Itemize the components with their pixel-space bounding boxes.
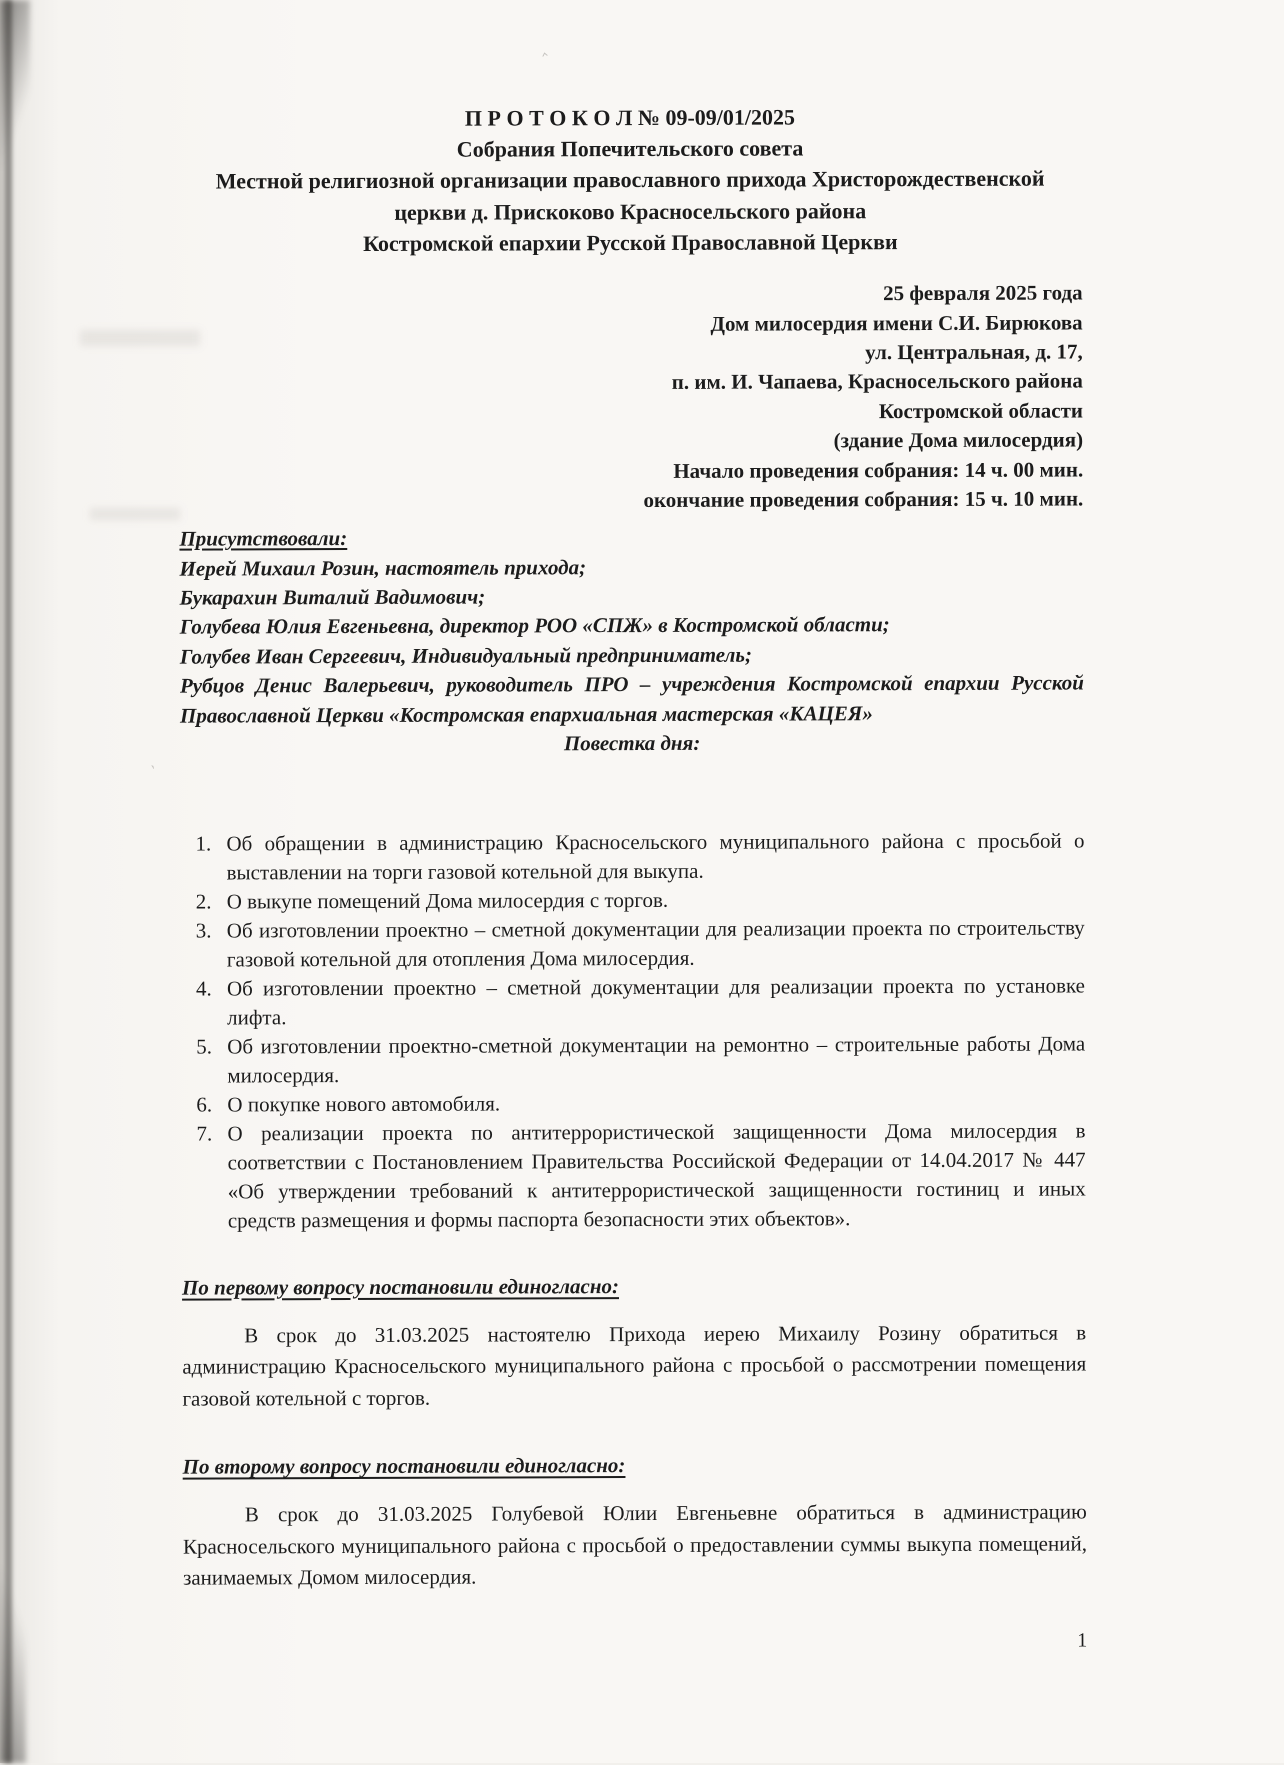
meeting-end-time: окончание проведения собрания: 15 ч. 10 мин. xyxy=(643,486,1084,512)
protocol-subtitle-line-2: Местной религиозной организации православного прихода Христорождественской xyxy=(215,166,1045,194)
attendees-label-line xyxy=(179,522,1083,555)
agenda-item: 6. О покупке нового автомобиля. xyxy=(217,1087,1085,1119)
meeting-info-block xyxy=(179,279,1084,517)
protocol-subtitle-line-4: Костромской епархии Русской Православной Церкви xyxy=(363,229,898,256)
agenda-list xyxy=(180,826,1085,1235)
attendee-item: Букарахин Виталий Вадимович; xyxy=(179,584,486,610)
resolution-text: В срок до 31.03.2025 Голубевой Юлии Евгеньевне обратиться в администрацию Красносельского муниципального района с просьбой о предоставлении суммы выкупа помещений, занимаемых Домом милосердия. xyxy=(182,1499,1087,1590)
meeting-street: ул. Центральная, д. 17, xyxy=(865,339,1083,365)
resolution-block-1 xyxy=(182,1272,1086,1415)
meeting-date: 25 февраля 2025 года xyxy=(883,280,1083,306)
scan-artifact-mark: ` xyxy=(144,761,158,783)
resolution-block-2 xyxy=(183,1452,1087,1595)
resolution-heading: По первому вопросу постановили единогласно: xyxy=(181,1273,619,1300)
resolution-heading: По второму вопросу постановили единогласно: xyxy=(182,1453,626,1479)
meeting-region: Костромской области xyxy=(878,398,1084,423)
attendee-item: Голубев Иван Сергеевич, Индивидуальный предприниматель; xyxy=(179,642,752,669)
protocol-subtitle-line-1: Собрания Попечительского совета xyxy=(456,135,804,162)
agenda-item: 5. Об изготовлении проектно-сметной документации на ремонтно – строительные работы Дома милосердия. xyxy=(217,1029,1085,1090)
agenda-item: 7. О реализации проекта по антитеррористической защищенности Дома милосердия в соответствии с Постановлением Правительства Российской Федерации от 14.04.2017 № 447 «Об утверждении требований к антитеррористической защищенности гостиниц и иных средств размещения и формы паспорта безопасности этих объектов». xyxy=(217,1116,1085,1235)
agenda-item: 4. Об изготовлении проектно – сметной документации для реализации проекта по установке лифта. xyxy=(217,971,1085,1032)
attendee-item: Рубцов Денис Валерьевич, руководитель ПРО – учреждения Костромской епархии Русской Православной Церкви «Костромская епархиальная мастерская «КАЦЕЯ» xyxy=(179,670,1084,728)
protocol-title: П Р О Т О К О Л № 09-09/01/2025 xyxy=(464,104,796,131)
attendees-block xyxy=(179,522,1084,731)
agenda-item: 2. О выкупе помещений Дома милосердия с торгов. xyxy=(217,884,1085,916)
agenda-item: 3. Об изготовлении проектно – сметной документации для реализации проекта по строительству газовой котельной для отопления Дома милосердия. xyxy=(217,913,1085,974)
resolution-text: В срок до 31.03.2025 настоятелю Прихода иерею Михаилу Розину обратиться в администрацию Красносельского муниципального района с просьбой о рассмотрении помещения газовой котельной с торгов. xyxy=(182,1320,1087,1411)
agenda-heading: Повестка дня: xyxy=(563,730,701,756)
meeting-start-time: Начало проведения собрания: 14 ч. 00 мин. xyxy=(673,456,1084,483)
agenda-item: 1. Об обращении в администрацию Красносельского муниципального района с просьбой о выставлении на торги газовой котельной для выкупа. xyxy=(216,826,1084,887)
protocol-subtitle-line-3: церкви д. Прискоково Красносельского района xyxy=(394,197,867,225)
meeting-venue: Дом милосердия имени С.И. Бирюкова xyxy=(710,310,1083,336)
attendee-item: Иерей Михаил Розин, настоятель прихода; xyxy=(179,554,587,581)
scan-artifact-mark: ‸ xyxy=(537,35,549,57)
attendees-label: Присутствовали: xyxy=(179,526,348,551)
attendee-item: Голубева Юлия Евгеньевна, директор РОО «СПЖ» в Костромской области; xyxy=(179,612,890,640)
meeting-settlement: п. им. И. Чапаева, Красносельского района xyxy=(671,368,1083,395)
meeting-building: (здание Дома милосердия) xyxy=(833,427,1084,453)
page-number: 1 xyxy=(1077,1629,1088,1652)
document-header xyxy=(178,100,1083,259)
